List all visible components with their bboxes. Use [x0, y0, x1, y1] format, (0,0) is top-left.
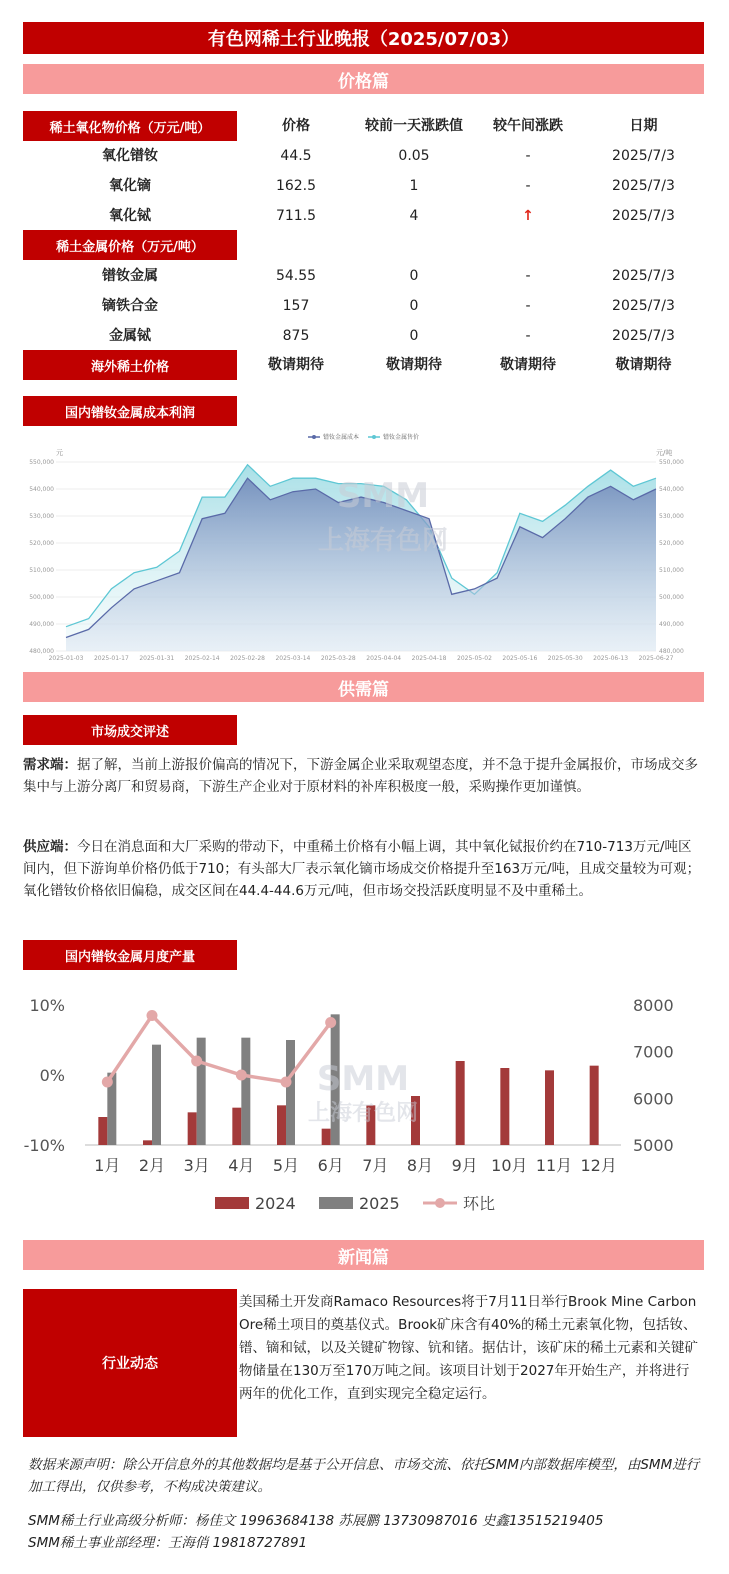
y-tick-label-right: 8000 [633, 996, 674, 1015]
y-tick-label-right: 520,000 [659, 540, 684, 547]
x-tick-label: 2025-04-04 [366, 655, 402, 662]
bar-2024 [590, 1066, 599, 1145]
bar-2024 [456, 1061, 465, 1145]
y-tick-label-left: 480,000 [29, 648, 54, 655]
cost-chart-label: 国内镨钕金属成本利润 [23, 396, 237, 426]
row-price: 711.5 [275, 208, 317, 224]
x-tick-label: 9月 [451, 1156, 478, 1175]
legend-label: 2024 [255, 1194, 296, 1213]
x-tick-label: 2025-01-31 [139, 655, 175, 662]
overseas-price-label: 海外稀土价格 [23, 350, 237, 380]
legend-label: 镨钕金属成本 [323, 434, 360, 441]
analyst-contacts: SMM稀土行业高级分析师：杨佳文 19963684138 苏展鹏 13730987016 史鑫13515219405 [28, 1513, 604, 1529]
cost-profit-chart [23, 427, 704, 667]
row-price: 162.5 [275, 178, 317, 194]
x-tick-label: 2025-06-27 [638, 655, 674, 662]
legend-label: 2025 [359, 1194, 400, 1213]
y-tick-label-left: 490,000 [29, 621, 54, 628]
right-axis-unit: 元/吨 [656, 449, 673, 457]
overseas-value: 敬请期待 [386, 357, 442, 373]
oxide-price-label: 稀土氧化物价格（万元/吨） [23, 111, 237, 141]
market-review-label: 市场成交评述 [23, 715, 237, 745]
row-date: 2025/7/3 [612, 298, 675, 314]
x-tick-label: 2025-06-13 [593, 655, 629, 662]
mom-point [191, 1056, 202, 1067]
y-tick-label-left: -10% [23, 1136, 65, 1155]
x-tick-label: 7月 [362, 1156, 389, 1175]
watermark-smm: SMM [316, 1059, 410, 1099]
x-tick-label: 4月 [228, 1156, 255, 1175]
mom-point [325, 1017, 336, 1028]
x-tick-label: 2025-03-28 [320, 655, 356, 662]
x-tick-label: 5月 [272, 1156, 300, 1175]
row-noon: - [525, 328, 531, 344]
x-tick-label: 2025-05-30 [547, 655, 583, 662]
bar-2024 [188, 1112, 197, 1145]
row-change: 0 [409, 298, 419, 314]
y-tick-label-right: 6000 [633, 1089, 674, 1109]
y-tick-label-left: 500,000 [29, 594, 54, 601]
header-price: 价格 [282, 118, 310, 134]
y-tick-label-right: 510,000 [659, 567, 684, 574]
bar-2024 [232, 1108, 241, 1145]
row-change: 0.05 [398, 148, 430, 164]
section-price-header: 价格篇 [23, 64, 704, 94]
x-tick-label: 10月 [491, 1156, 528, 1175]
section-supply-header: 供需篇 [23, 672, 704, 702]
watermark-smm: SMM [336, 476, 430, 516]
y-tick-label-left: 0% [39, 1066, 65, 1085]
bar-2025 [241, 1038, 250, 1145]
y-tick-label-right: 5000 [633, 1136, 674, 1155]
overseas-value: 敬请期待 [615, 357, 672, 373]
row-name: 金属铽 [109, 328, 151, 344]
header-daily-change: 较前一天涨跌值 [365, 118, 463, 134]
y-tick-label-left: 520,000 [29, 540, 54, 547]
row-change: 1 [409, 178, 419, 194]
row-price: 54.55 [275, 268, 317, 284]
row-noon: - [525, 268, 531, 284]
y-tick-label-left: 550,000 [29, 459, 54, 466]
up-arrow-icon: ↑ [522, 208, 534, 224]
mom-point [147, 1010, 158, 1021]
watermark-smm-cn: 上海有色网 [317, 526, 449, 556]
mom-point [281, 1077, 292, 1088]
row-price: 44.5 [280, 148, 312, 164]
overseas-value: 敬请期待 [268, 357, 324, 373]
left-axis-unit: 元 [56, 449, 63, 457]
x-tick-label: 1月 [94, 1156, 121, 1175]
bar-2024 [500, 1068, 509, 1145]
row-date: 2025/7/3 [612, 268, 675, 284]
legend-label: 镨钕金属售价 [383, 434, 420, 441]
demand-paragraph [23, 754, 704, 798]
y-tick-label-left: 10% [29, 996, 65, 1015]
legend-marker [372, 435, 376, 439]
x-tick-label: 3月 [183, 1156, 210, 1175]
watermark-smm-cn: 上海有色网 [307, 1101, 419, 1126]
x-tick-label: 11月 [535, 1156, 573, 1175]
output-chart-label: 国内镨钕金属月度产量 [23, 940, 237, 970]
row-change: 0 [409, 268, 419, 284]
bar-2024 [143, 1140, 152, 1145]
row-name: 镨钕金属 [102, 268, 158, 284]
supply-paragraph [23, 836, 704, 902]
y-tick-label-right: 530,000 [659, 513, 684, 520]
row-date: 2025/7/3 [612, 328, 675, 344]
y-tick-label-left: 530,000 [29, 513, 54, 520]
row-date: 2025/7/3 [612, 208, 675, 224]
row-noon: - [525, 178, 531, 194]
x-tick-label: 2025-02-14 [184, 655, 220, 662]
bar-2025 [152, 1045, 161, 1145]
y-tick-label-right: 490,000 [659, 621, 684, 628]
y-tick-label-right: 550,000 [659, 459, 684, 466]
legend-swatch [215, 1197, 249, 1209]
header-noon-change: 较午间涨跌 [493, 118, 563, 134]
legend-marker [312, 435, 316, 439]
supply-text: 今日在消息面和大厂采购的带动下，中重稀土价格有小幅上调，其中氧化铽报价约在710-713万元/吨区间内，但下游询单价格仍低于710；有头部大厂表示氧化镝市场成交价格提升至163万元/吨，且成交量较为可观；氧化镨钕价格依旧偏稳，成交区间在44.4-44.6万元/吨，但市场交投活跃度明显不及中重稀土。 [23, 839, 701, 899]
manager-contact: SMM稀土事业部经理：王海俏 19818727891 [28, 1535, 308, 1551]
row-noon: - [525, 148, 531, 164]
row-date: 2025/7/3 [612, 178, 675, 194]
x-tick-label: 2025-04-18 [411, 655, 447, 662]
row-noon: - [525, 298, 531, 314]
report-title: 有色网稀土行业晚报（2025/07/03） [23, 22, 704, 54]
mom-point [236, 1070, 247, 1081]
legend-swatch [319, 1197, 353, 1209]
x-tick-label: 2025-03-14 [275, 655, 311, 662]
row-price: 875 [282, 328, 310, 344]
row-change: 4 [409, 208, 419, 224]
x-tick-label: 2025-02-28 [230, 655, 265, 662]
row-date: 2025/7/3 [612, 148, 675, 164]
y-tick-label-left: 510,000 [29, 567, 54, 574]
demand-text: 据了解，当前上游报价偏高的情况下，下游金属企业采取观望态度，并不急于提升金属报价，市场成交多集中与上游分离厂和贸易商，下游生产企业对于原材料的补库积极度一般，采购操作更加谨慎。 [23, 757, 698, 795]
x-tick-label: 2025-01-03 [48, 655, 84, 662]
demand-title: 需求端： [23, 757, 77, 773]
y-tick-label-right: 7000 [633, 1042, 674, 1062]
bar-2024 [98, 1117, 107, 1145]
y-tick-label-right: 480,000 [659, 648, 684, 655]
row-change: 0 [409, 328, 419, 344]
industry-news-text: 美国稀土开发商Ramaco Resources将于7月11日举行Brook Mine Carbon Ore稀土项目的奠基仪式。Brook矿床含有40%的稀土元素氧化物，包括钕、镨、镝和铽，以及关键矿物镓、钪和锗。据估计，该矿床的稀土元素和关键矿物储量在130万至170万吨之间。该项目计划于2027年开始生产，并将进行两年的优化工作，直到实现完全稳定运行。 [239, 1294, 698, 1402]
industry-news-label: 行业动态 [23, 1289, 237, 1437]
y-tick-label-right: 500,000 [659, 594, 684, 601]
row-name: 氧化镝 [109, 178, 151, 194]
bar-2024 [322, 1129, 331, 1145]
row-name: 氧化铽 [109, 208, 151, 224]
row-name: 氧化镨钕 [102, 148, 158, 164]
section-news-header: 新闻篇 [23, 1240, 704, 1270]
bar-2025 [197, 1038, 206, 1145]
row-price: 157 [282, 298, 310, 314]
legend-label: 环比 [463, 1194, 496, 1213]
bar-2024 [277, 1105, 286, 1145]
row-name: 镝铁合金 [102, 298, 158, 314]
y-tick-label-left: 540,000 [29, 486, 54, 493]
metal-price-label: 稀土金属价格（万元/吨） [23, 230, 237, 260]
bar-2025 [286, 1040, 295, 1145]
x-tick-label: 12月 [580, 1156, 617, 1175]
x-tick-label: 2月 [138, 1156, 166, 1175]
legend-marker [435, 1198, 445, 1208]
mom-line [107, 1016, 330, 1083]
supply-title: 供应端： [23, 839, 77, 855]
monthly-output-chart [23, 975, 704, 1225]
x-tick-label: 6月 [317, 1156, 344, 1175]
mom-point [102, 1077, 113, 1088]
overseas-value: 敬请期待 [500, 357, 556, 373]
x-tick-label: 2025-05-02 [457, 655, 492, 662]
header-date: 日期 [629, 118, 658, 134]
data-disclaimer: 数据来源声明：除公开信息外的其他数据均是基于公开信息、市场交流、依托SMM内部数据库模型，由SMM进行加工得出，仅供参考，不构成决策建议。 [28, 1457, 700, 1495]
x-tick-label: 8月 [406, 1156, 434, 1175]
bar-2024 [545, 1070, 554, 1145]
x-tick-label: 2025-05-16 [502, 655, 538, 662]
y-tick-label-right: 540,000 [659, 486, 684, 493]
x-tick-label: 2025-01-17 [93, 655, 129, 662]
